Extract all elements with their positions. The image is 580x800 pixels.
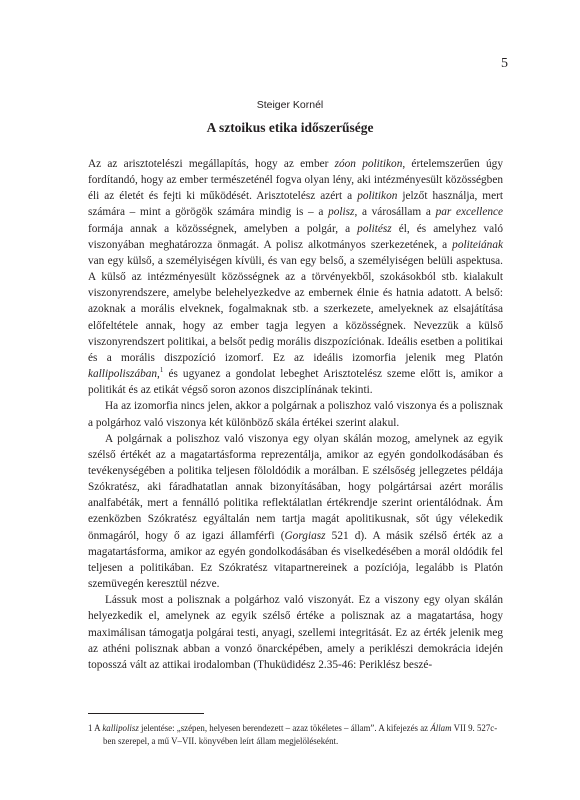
paragraph	[88, 156, 503, 398]
footnote-ref: 1	[159, 366, 164, 375]
text-run: 521 d). A másik szélső érték az a magatartásforma, amikor az egyén gondolkodásában és viselkedésében a morál oldódik fel teljesen a politikában. Ez Szókratész vitapartnereinek a pozíciója, legalább is Platón szemüvegén keresztül nézve.	[88, 529, 503, 591]
chapter-author: Steiger Kornél	[256, 99, 324, 111]
text-run: jelzőt használja, mert számára – mint a görögök számára mindig is – a	[88, 190, 504, 219]
text-run: , értelemszerűen úgy fordítandó, hogy az ember természeténél fogva olyan lény, aki intézményesült közösségben éli az életét és fejti ki működését. Arisztotelész azért a	[88, 158, 503, 203]
text-run: Az az arisztotelészi megállapítás, hogy az ember	[88, 158, 335, 170]
text-run: Lássuk most a polisznak a polgárhoz való viszonyát. Ez a viszony egy olyan skálán helyezkedik el, amelynek az egyik szélső értéke a polisznak az a magatartása, hogy maximálisan támogatja polgárai testi, anyagi, szellemi integritását. Ez az érték jelenik meg az athéni polisznak abban a vonzó önarcképében, amely a periklészi demokrácia idején toposszá vált az attikai irodalomban (Thuküdidész 2.35-46: Periklész beszé-	[88, 594, 503, 671]
text-run: van egy külső, a személyiségen kívüli, és van egy belső, a személyiségen belüli aspektusa. A külső az intézményesült közösségnek az a törvényekből, szokásokból stb. kialakult viszonyrendszere, amelybe belehelyezkedve az embernek élnie és hatnia adatott. A belső: azoknak a morális elveknek, fogalmaknak stb. a szerkezete, amelyeknek az elsajátítása előfeltétele annak, hogy az ember tagja legyen a közösségnek. Nevezzük a külső viszonyrendszert politikai, a belsőt pedig morális diszpozíciónak. Ideális esetben a politikai és a morális diszpozíció izomorf. Ez az ideális izomorfia jelenik meg Platón	[88, 254, 503, 364]
italic-text: kallipoliszában	[88, 368, 158, 381]
footnote-divider	[88, 713, 204, 714]
body-text	[88, 156, 503, 673]
paragraph	[88, 431, 503, 593]
italic-text: Állam	[430, 723, 452, 733]
italic-text: Gorgiasz	[284, 529, 326, 542]
italic-text: politész	[357, 222, 392, 235]
italic-text: politikon	[357, 190, 398, 203]
italic-text: par excellence	[435, 206, 504, 219]
text-run: és ugyanez a gondolat lebeghet Arisztotelész szeme előtt is, amikor a politikát és az etikát végső soron azonos diszciplínának tekinti.	[88, 368, 503, 397]
text-run: jelentése: „szépen, helyesen berendezett – azaz tökéletes – állam”. A kifejezés az	[138, 723, 431, 733]
text-run: A polgárnak a poliszhoz való viszonya egy olyan skálán mozog, amelynek az egyik szélső értékét az a magatartásforma reprezentálja, amikor az egyén gondolkodásában és tevékenységében a politika teljesen föloldódik a morálban. E szélsőség jellegzetes példája Szókratész, aki fáradhatatlan annak bizonyításában, hogy polgártársai azért morális analfabéták, mert a fennálló politika reflektálatlan értékrendje szerint orientálódnak. Ám ezenközben Szókratész egyáltalán nem tartja magát apolitikusnak, sőt úgy vélekedik önmagáról, hogy ő az igazi államférfi (	[88, 432, 503, 542]
italic-text: kallipolisz	[102, 723, 139, 733]
text-run: 1 A	[88, 723, 103, 733]
text-run: ,	[157, 368, 160, 381]
text-run: él, és amelyhez való viszonyában meghatározza önmagát. A polisz alkotmányos szerkezetének, a	[88, 222, 503, 251]
paragraph	[88, 398, 503, 430]
chapter-title: A sztoikus etika időszerűsége	[206, 120, 374, 135]
footnote	[88, 722, 503, 749]
italic-text: politeiának	[452, 238, 503, 251]
text-run: , a városállam a	[354, 206, 436, 219]
italic-text: polisz	[328, 206, 355, 219]
footnote-text	[88, 722, 503, 749]
text-run: VII 9. 527c-ben szerepel, a mű V–VII. könyvében leírt állam megjelöléseként.	[103, 723, 498, 747]
italic-text: zóon politikon	[334, 158, 403, 170]
text-run: formája annak a közösségnek, amelyben a polgár, a	[88, 222, 358, 235]
text-run: Ha az izomorfia nincs jelen, akkor a polgárnak a poliszhoz való viszonya és a polisznak a polgárhoz való viszonya két különböző skála értékei szerint alakul.	[88, 400, 503, 429]
paragraph	[88, 592, 503, 673]
page-number: 5	[501, 56, 508, 71]
